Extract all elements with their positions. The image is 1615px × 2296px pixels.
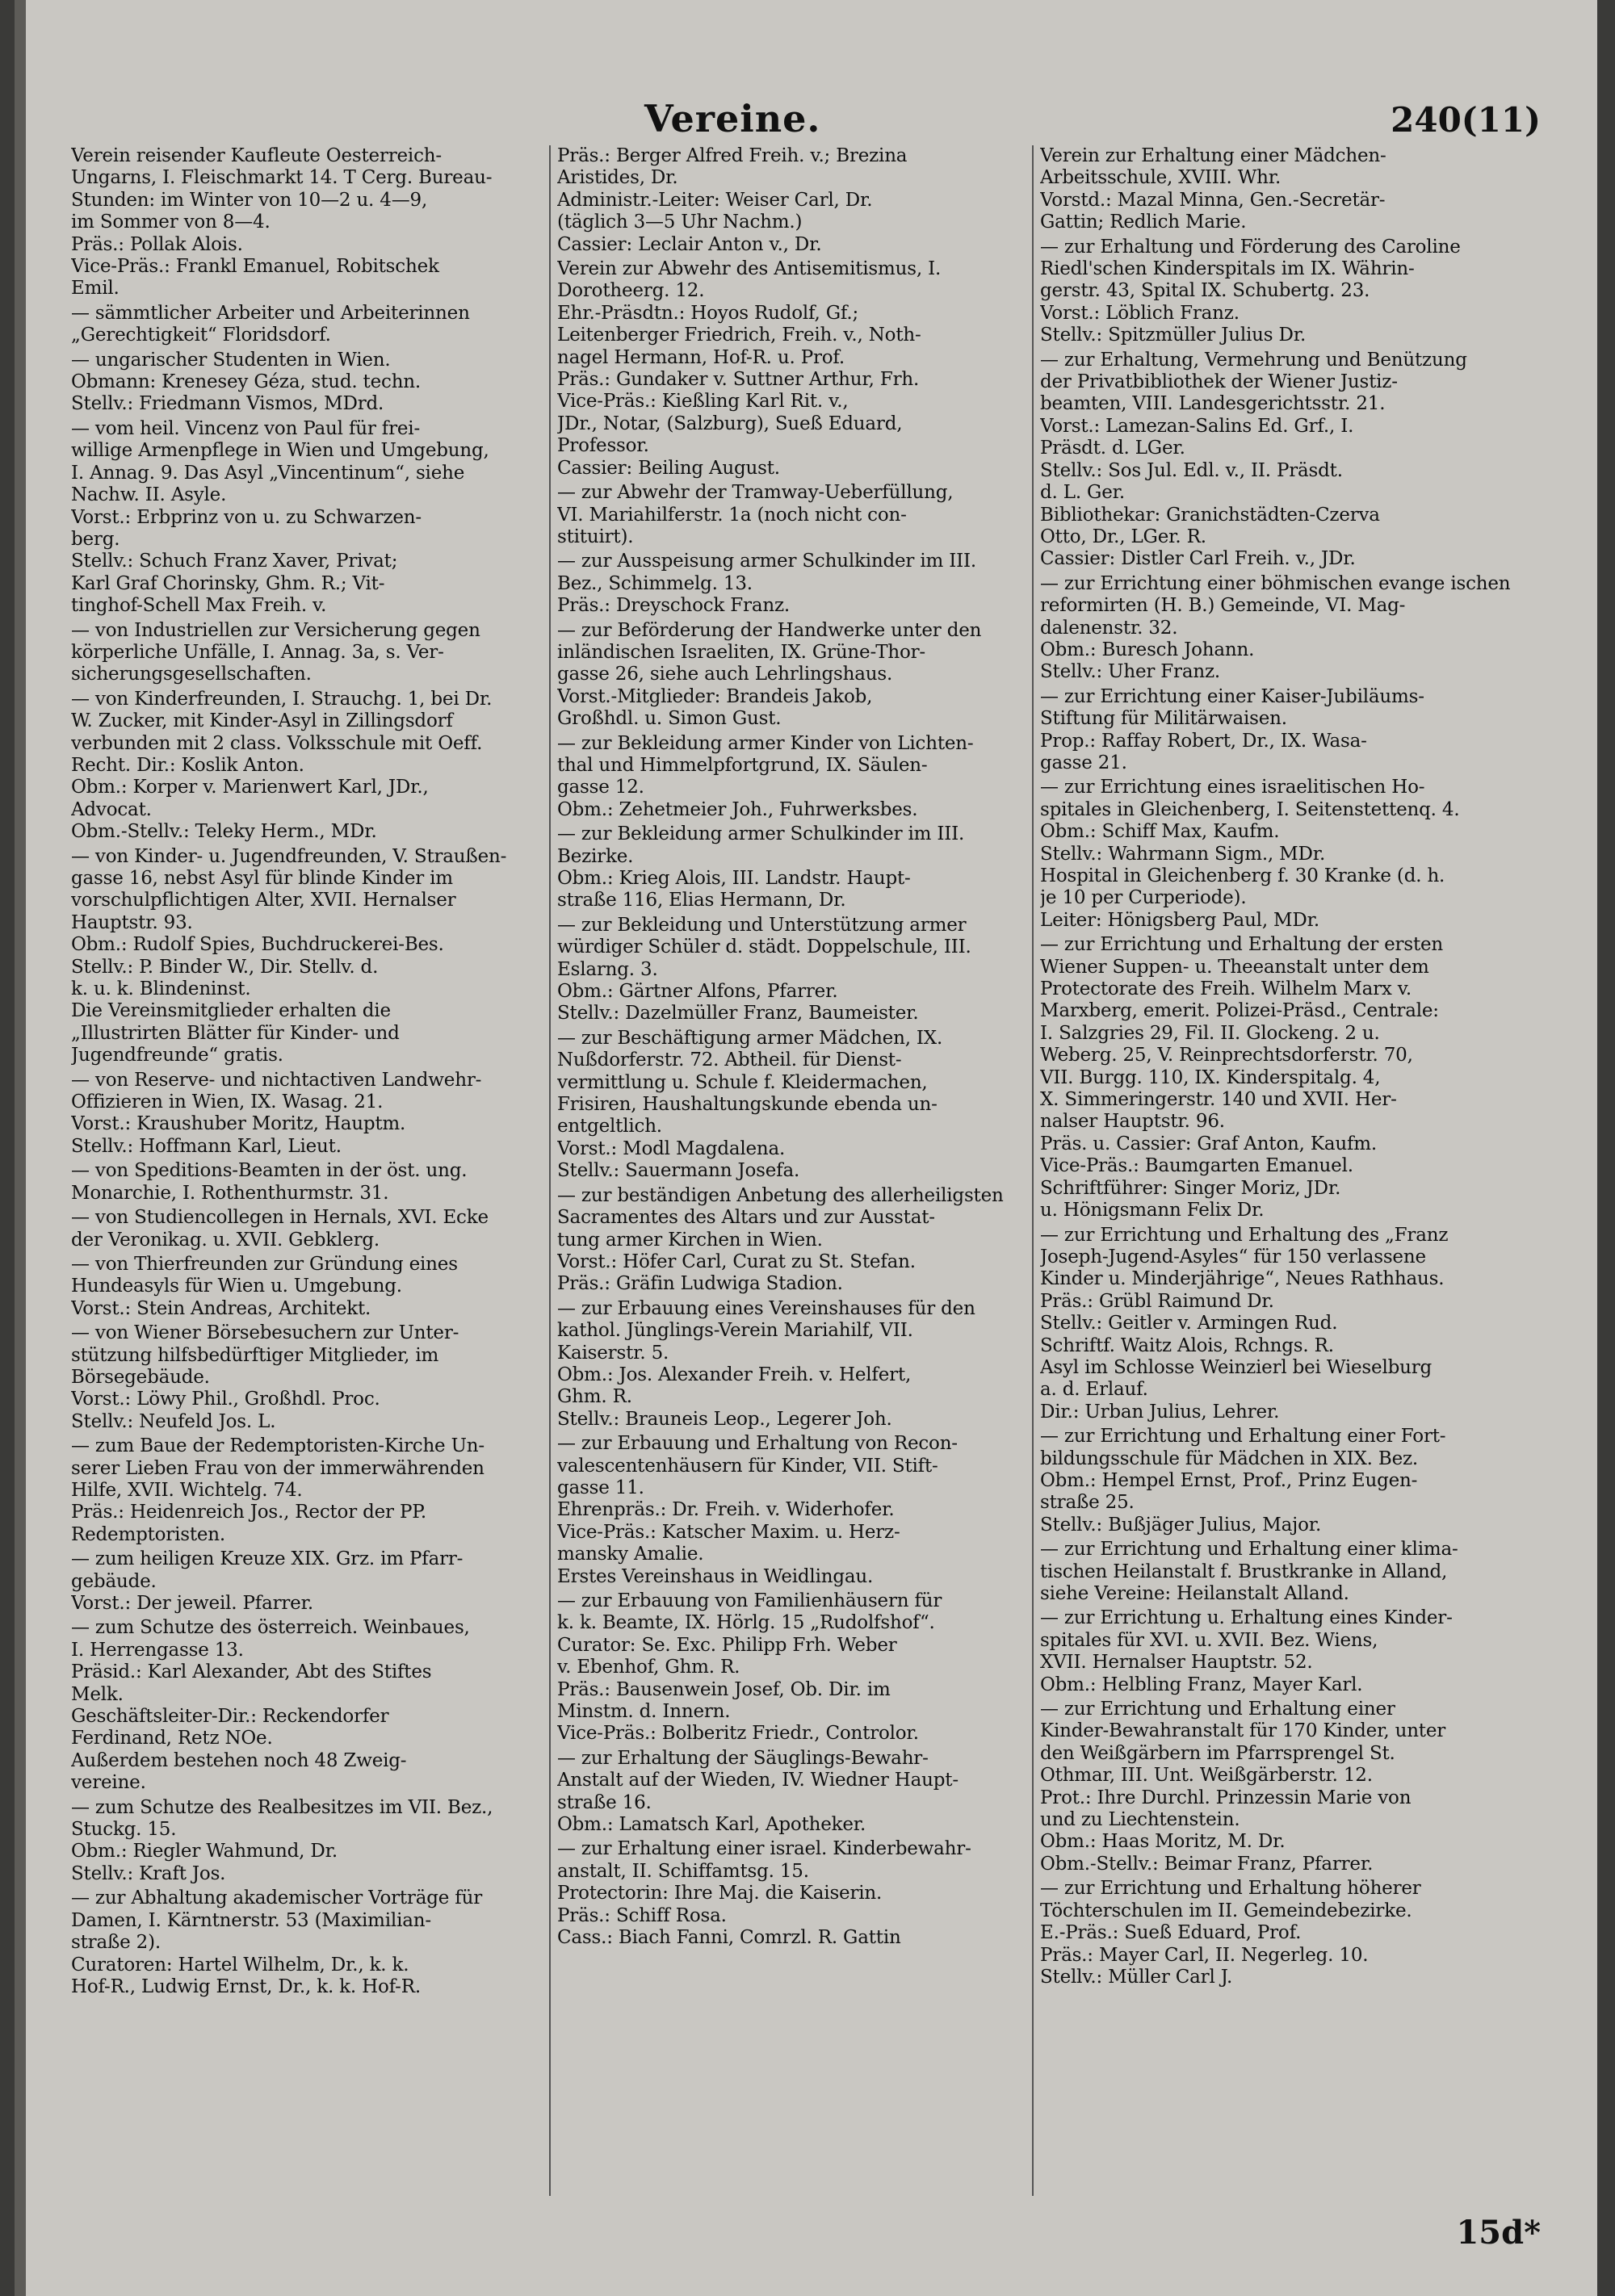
entry-line: Karl Graf Chorinsky, Ghm. R.; Vit-: [71, 572, 385, 594]
entry-line: VII. Burgg. 110, IX. Kinderspitalg. 4,: [1040, 1066, 1381, 1088]
entry-line: — vom heil. Vincenz von Paul für frei-: [71, 417, 421, 439]
entry-line: (täglich 3—5 Uhr Nachm.): [557, 212, 803, 233]
entry-line: — zur Errichtung einer Kaiser-Jubiläums-: [1040, 685, 1424, 707]
entry-line: — zum Baue der Redemptoristen-Kirche Un-: [71, 1435, 484, 1457]
entry-line: W. Zucker, mit Kinder-Asyl in Zillingsdorf: [71, 710, 453, 732]
entry-line: thal und Himmelpfortgrund, IX. Säulen-: [557, 754, 928, 776]
entry-line: Töchterschulen im II. Gemeindebezirke.: [1040, 1900, 1412, 1921]
entry-line: Cassier: Beiling August.: [557, 457, 780, 479]
entry-line: Bezirke.: [557, 845, 634, 867]
entry-line: Eslarng. 3.: [557, 958, 658, 980]
entry-line: vermittlung u. Schule f. Kleidermachen,: [557, 1071, 928, 1093]
entry-line: — zur Erbauung und Erhaltung von Recon-: [557, 1433, 958, 1455]
entry-line: d. L. Ger.: [1040, 482, 1126, 504]
entry-line: Hospital in Gleichenberg f. 30 Kranke (d. h.: [1040, 865, 1445, 886]
entry-line: Prot.: Ihre Durchl. Prinzessin Marie von: [1040, 1787, 1412, 1808]
entry-line: siehe Vereine: Heilanstalt Alland.: [1040, 1583, 1349, 1604]
entry-line: u. Hönigsmann Felix Dr.: [1040, 1200, 1265, 1221]
entry-line: Kaiserstr. 5.: [557, 1342, 669, 1364]
directory-entry: [557, 1433, 1034, 1588]
entry-line: Vice-Präs.: Baumgarten Emanuel.: [1040, 1155, 1353, 1177]
entry-line: Recht. Dir.: Koslik Anton.: [71, 754, 304, 776]
entry-line: — von Studiencollegen in Hernals, XVI. Ecke: [71, 1207, 489, 1229]
entry-line: — zur Errichtung einer böhmischen evange ischen: [1040, 572, 1511, 594]
directory-entry: [1040, 145, 1541, 234]
entry-line: Stellv.: Geitler v. Armingen Rud.: [1040, 1313, 1338, 1334]
entry-line: — zur beständigen Anbetung des allerheiligsten: [557, 1184, 1004, 1206]
entry-line: Präs.: Bausenwein Josef, Ob. Dir. im: [557, 1678, 891, 1700]
entry-line: JDr., Notar, (Salzburg), Sueß Eduard,: [557, 413, 903, 434]
entry-line: Redemptoristen.: [71, 1523, 226, 1545]
entry-line: tinghof-Schell Max Freih. v.: [71, 595, 327, 617]
printer-signature: 15d*: [1456, 2214, 1541, 2252]
entry-line: Ghm. R.: [557, 1386, 632, 1408]
entry-line: entgeltlich.: [557, 1116, 662, 1138]
entry-line: Monarchie, I. Rothenthurmstr. 31.: [71, 1182, 389, 1204]
entry-line: Vorst.: Erbprinz von u. zu Schwarzen-: [71, 506, 422, 528]
entry-line: — sämmtlicher Arbeiter und Arbeiterinnen: [71, 302, 470, 324]
directory-entry: [1040, 934, 1541, 1221]
entry-line: — zur Errichtung u. Erhaltung eines Kinder-: [1040, 1607, 1453, 1629]
directory-entry: [1040, 1539, 1541, 1605]
entry-line: je 10 per Curperiode).: [1040, 887, 1247, 909]
entry-line: Stellv.: Uher Franz.: [1040, 661, 1220, 683]
entry-line: Obm.: Haas Moritz, M. Dr.: [1040, 1831, 1286, 1853]
entry-line: im Sommer von 8—4.: [71, 212, 271, 233]
column-2: [557, 145, 1034, 2196]
directory-entry: [557, 258, 1034, 480]
directory-entry: [71, 689, 547, 844]
entry-line: — zur Erhaltung einer israel. Kinderbewahr-: [557, 1838, 971, 1860]
directory-entry: [71, 846, 547, 1067]
directory-entry: [71, 1160, 547, 1205]
entry-line: mansky Amalie.: [557, 1544, 704, 1565]
entry-line: tischen Heilanstalt f. Brustkranke in Alland,: [1040, 1561, 1448, 1582]
entry-line: — zur Errichtung und Erhaltung höherer: [1040, 1878, 1421, 1900]
entry-line: k. u. k. Blindeninst.: [71, 978, 251, 1000]
entry-line: Präs.: Gundaker v. Suttner Arthur, Frh.: [557, 369, 920, 391]
entry-line: spitales in Gleichenberg, I. Seitenstettenq. 4.: [1040, 798, 1460, 820]
directory-entry: [71, 145, 547, 300]
entry-line: Vorst.: Löwy Phil., Großhdl. Proc.: [71, 1389, 380, 1410]
entry-line: Obm.: Riegler Wahmund, Dr.: [71, 1841, 338, 1862]
directory-entry: [557, 482, 1034, 548]
directory-entry: [71, 1617, 547, 1794]
entry-line: E.-Präs.: Sueß Eduard, Prof.: [1040, 1922, 1302, 1944]
directory-entry: [557, 1748, 1034, 1837]
column-1: [71, 145, 547, 2196]
directory-entry: [557, 620, 1034, 731]
entry-line: Vorst.: Lamezan-Salins Ed. Grf., I.: [1040, 415, 1354, 437]
entry-line: Präs.: Berger Alfred Freih. v.; Brezina: [557, 145, 908, 166]
entry-line: Stellv.: Spitzmüller Julius Dr.: [1040, 325, 1307, 346]
directory-entry: [557, 145, 1034, 256]
entry-line: gasse 21.: [1040, 752, 1127, 773]
directory-entry: [557, 1298, 1034, 1431]
entry-line: dalenenstr. 32.: [1040, 617, 1178, 639]
entry-line: der Veronikag. u. XVII. Gebklerg.: [71, 1229, 380, 1251]
entry-line: Cass.: Biach Fanni, Comrzl. R. Gattin: [557, 1927, 901, 1949]
entry-line: X. Simmeringerstr. 140 und XVII. Her-: [1040, 1089, 1397, 1111]
directory-entry: [71, 1322, 547, 1433]
entry-line: Erstes Vereinshaus in Weidlingau.: [557, 1565, 874, 1587]
directory-entry: [557, 1590, 1034, 1745]
entry-line: — zur Erhaltung, Vermehrung und Benützung: [1040, 349, 1467, 371]
entry-line: Professor.: [557, 435, 649, 457]
entry-line: Ungarns, I. Fleischmarkt 14. T Cerg. Bureau-: [71, 167, 493, 189]
directory-entry: [71, 1548, 547, 1615]
entry-line: — von Kinder- u. Jugendfreunden, V. Straußen-: [71, 845, 507, 867]
entry-line: Stellv.: Friedmann Vismos, MDrd.: [71, 393, 384, 415]
entry-line: Präsid.: Karl Alexander, Abt des Stiftes: [71, 1661, 432, 1683]
entry-line: beamten, VIII. Landesgerichtsstr. 21.: [1040, 393, 1386, 415]
entry-line: Vorst.: Modl Magdalena.: [557, 1138, 786, 1159]
directory-entry: [1040, 777, 1541, 932]
directory-entry: [71, 1797, 547, 1886]
entry-line: — zur Abwehr der Tramway-Ueberfüllung,: [557, 482, 954, 504]
entry-line: Riedl'schen Kinderspitals im IX. Währin-: [1040, 258, 1415, 280]
entry-line: Vorstd.: Mazal Minna, Gen.-Secretär-: [1040, 189, 1386, 211]
entry-line: Othmar, III. Unt. Weißgärberstr. 12.: [1040, 1765, 1373, 1787]
entry-line: Obmann: Krenesey Géza, stud. techn.: [71, 371, 422, 393]
entry-line: Damen, I. Kärntnerstr. 53 (Maximilian-: [71, 1909, 431, 1931]
entry-line: Joseph-Jugend-Asyles“ für 150 verlassene: [1040, 1246, 1426, 1267]
entry-line: Präs.: Dreyschock Franz.: [557, 595, 790, 617]
entry-line: Obm.: Schiff Max, Kaufm.: [1040, 821, 1280, 843]
entry-line: I. Herrengasse 13.: [71, 1639, 244, 1661]
directory-entry: [557, 915, 1034, 1025]
entry-line: — von Reserve- und nichtactiven Landwehr-: [71, 1069, 482, 1091]
entry-line: — zur Erhaltung der Säuglings-Bewahr-: [557, 1747, 929, 1769]
entry-line: — zur Beschäftigung armer Mädchen, IX.: [557, 1027, 943, 1049]
entry-line: Leiter: Hönigsberg Paul, MDr.: [1040, 909, 1320, 931]
entry-line: — zum heiligen Kreuze XIX. Grz. im Pfarr-: [71, 1548, 464, 1570]
entry-line: Dir.: Urban Julius, Lehrer.: [1040, 1401, 1280, 1422]
entry-line: nalser Hauptstr. 96.: [1040, 1111, 1225, 1133]
entry-line: Sacramentes des Altars und zur Ausstat-: [557, 1207, 935, 1229]
entry-line: — zum Schutze des Realbesitzes im VII. Bez.,: [71, 1796, 493, 1818]
entry-line: Schriftf. Waitz Alois, Rchngs. R.: [1040, 1334, 1334, 1356]
entry-line: Verein reisender Kaufleute Oesterreich-: [71, 145, 442, 166]
entry-line: — von Speditions-Beamten in der öst. ung.: [71, 1160, 468, 1182]
entry-line: Melk.: [71, 1683, 124, 1705]
entry-line: Nußdorferstr. 72. Abtheil. für Dienst-: [557, 1050, 902, 1071]
entry-line: Wiener Suppen- u. Theeanstalt unter dem: [1040, 956, 1429, 978]
directory-entry: [71, 620, 547, 686]
page-number: 240(11): [1391, 100, 1541, 140]
entry-line: Ehrenpräs.: Dr. Freih. v. Widerhofer.: [557, 1499, 895, 1521]
entry-line: Stellv.: Kraft Jos.: [71, 1862, 226, 1884]
entry-line: Schriftführer: Singer Moriz, JDr.: [1040, 1177, 1341, 1199]
entry-line: kathol. Jünglings-Verein Mariahilf, VII.: [557, 1320, 913, 1342]
entry-line: Präs. u. Cassier: Graf Anton, Kaufm.: [1040, 1133, 1377, 1154]
entry-line: — zur Errichtung und Erhaltung der ersten: [1040, 934, 1444, 956]
entry-line: XVII. Hernalser Hauptstr. 52.: [1040, 1652, 1313, 1674]
entry-line: Vorst.: Löblich Franz.: [1040, 302, 1240, 324]
entry-line: spitales für XVI. u. XVII. Bez. Wiens,: [1040, 1629, 1378, 1651]
entry-line: v. Ebenhof, Ghm. R.: [557, 1657, 740, 1678]
entry-line: stituirt).: [557, 526, 634, 547]
entry-line: würdiger Schüler d. städt. Doppelschule, III.: [557, 936, 971, 958]
directory-entry: [71, 303, 547, 347]
entry-line: der Privatbibliothek der Wiener Justiz-: [1040, 371, 1398, 393]
entry-line: — zum Schutze des österreich. Weinbaues,: [71, 1617, 470, 1639]
entry-line: Hauptstr. 93.: [71, 911, 193, 933]
entry-line: Marxberg, emerit. Polizei-Präsd., Centrale:: [1040, 1000, 1439, 1022]
directory-entry: [557, 1838, 1034, 1949]
entry-line: Stellv.: Hoffmann Karl, Lieut.: [71, 1135, 342, 1157]
entry-line: I. Annag. 9. Das Asyl „Vincentinum“, siehe: [71, 462, 465, 484]
entry-line: Präs.: Mayer Carl, II. Negerleg. 10.: [1040, 1944, 1369, 1966]
entry-line: — zur Erbauung von Familienhäusern für: [557, 1590, 942, 1611]
entry-line: Aristides, Dr.: [557, 167, 678, 189]
entry-line: Präs.: Heidenreich Jos., Rector der PP.: [71, 1502, 426, 1523]
entry-line: tung armer Kirchen in Wien.: [557, 1229, 823, 1251]
entry-line: gasse 11.: [557, 1477, 644, 1498]
directory-entry: [1040, 237, 1541, 347]
entry-line: straße 25.: [1040, 1492, 1135, 1514]
directory-entry: [71, 1887, 547, 1998]
entry-line: Kinder u. Minderjährige“, Neues Rathhaus.: [1040, 1268, 1445, 1290]
entry-line: — zur Errichtung und Erhaltung einer Fort-: [1040, 1426, 1446, 1448]
entry-line: vorschulpflichtigen Alter, XVII. Hernalser: [71, 890, 456, 911]
directory-entry: [1040, 1225, 1541, 1424]
directory-entry: [557, 551, 1034, 617]
column-3: [1040, 145, 1541, 2196]
entry-line: anstalt, II. Schiffamtsg. 15.: [557, 1860, 809, 1882]
entry-line: Vice-Präs.: Frankl Emanuel, Robitschek: [71, 256, 439, 278]
entry-line: Obm.: Buresch Johann.: [1040, 639, 1255, 660]
entry-line: Obm.: Jos. Alexander Freih. v. Helfert,: [557, 1364, 912, 1385]
entry-line: — zur Ausspeisung armer Schulkinder im III.: [557, 551, 976, 572]
entry-line: — von Industriellen zur Versicherung gegen: [71, 619, 480, 641]
entry-line: berg.: [71, 528, 120, 550]
directory-entry: [1040, 1607, 1541, 1696]
entry-line: sicherungsgesellschaften.: [71, 664, 312, 685]
entry-line: — zur Errichtung und Erhaltung einer: [1040, 1699, 1395, 1720]
entry-line: — von Kinderfreunden, I. Strauchg. 1, bei Dr.: [71, 688, 493, 710]
directory-entry: [557, 823, 1034, 912]
entry-line: VI. Mariahilferstr. 1a (noch nicht con-: [557, 504, 907, 526]
entry-line: valescentenhäusern für Kinder, VII. Stift-: [557, 1455, 938, 1477]
entry-line: — zur Bekleidung und Unterstützung armer: [557, 914, 967, 936]
entry-line: — zur Beförderung der Handwerke unter den: [557, 619, 982, 641]
entry-line: Vorst.: Höfer Carl, Curat zu St. Stefan.: [557, 1251, 916, 1272]
entry-line: vereine.: [71, 1772, 146, 1794]
entry-line: gebäude.: [71, 1570, 157, 1592]
entry-line: Obm.: Zehetmeier Joh., Fuhrwerksbes.: [557, 798, 918, 820]
entry-line: Ferdinand, Retz NOe.: [71, 1728, 273, 1749]
entry-line: gasse 26, siehe auch Lehrlingshaus.: [557, 664, 893, 685]
entry-line: Curatoren: Hartel Wilhelm, Dr., k. k.: [71, 1954, 409, 1975]
entry-line: Leitenberger Friedrich, Freih. v., Noth-: [557, 325, 921, 346]
directory-entry: [557, 1185, 1034, 1296]
entry-line: Advocat.: [71, 798, 152, 820]
entry-line: Stiftung für Militärwaisen.: [1040, 708, 1287, 730]
entry-line: straße 16.: [557, 1791, 652, 1813]
entry-line: willige Armenpflege in Wien und Umgebung,: [71, 440, 489, 462]
entry-line: Präs.: Schiff Rosa.: [557, 1904, 727, 1926]
entry-line: Dorotheerg. 12.: [557, 280, 705, 302]
entry-line: — zur Bekleidung armer Kinder von Lichten-: [557, 732, 974, 754]
column-divider: [549, 145, 551, 2196]
entry-line: Obm.-Stellv.: Teleky Herm., MDr.: [71, 821, 377, 843]
entry-line: Obm.: Lamatsch Karl, Apotheker.: [557, 1814, 866, 1836]
entry-line: Prop.: Raffay Robert, Dr., IX. Wasa-: [1040, 730, 1367, 752]
entry-line: Börsegebäude.: [71, 1366, 210, 1388]
page-title: Vereine.: [644, 97, 821, 140]
entry-line: Die Vereinsmitglieder erhalten die: [71, 1000, 391, 1022]
entry-line: Frisiren, Haushaltungskunde ebenda un-: [557, 1094, 938, 1116]
entry-line: nagel Hermann, Hof-R. u. Prof.: [557, 346, 845, 368]
entry-line: Verein zur Abwehr des Antisemitismus, I.: [557, 258, 942, 280]
entry-line: Verein zur Erhaltung einer Mädchen-: [1040, 145, 1386, 166]
entry-line: Stellv.: Bußjäger Julius, Major.: [1040, 1514, 1322, 1536]
entry-line: Obm.-Stellv.: Beimar Franz, Pfarrer.: [1040, 1853, 1374, 1875]
entry-line: — zur Bekleidung armer Schulkinder im III.: [557, 823, 965, 845]
entry-line: körperliche Unfälle, I. Annag. 3a, s. Ver-: [71, 641, 444, 663]
entry-line: Bez., Schimmelg. 13.: [557, 572, 753, 594]
entry-line: gerstr. 43, Spital IX. Schubertg. 23.: [1040, 280, 1370, 302]
entry-line: Cassier: Distler Carl Freih. v., JDr.: [1040, 548, 1356, 570]
entry-line: Protectorin: Ihre Maj. die Kaiserin.: [557, 1883, 883, 1904]
entry-line: straße 116, Elias Hermann, Dr.: [557, 890, 846, 911]
entry-line: — zur Erbauung eines Vereinshauses für den: [557, 1297, 975, 1319]
entry-line: „Illustrirten Blätter für Kinder- und: [71, 1022, 400, 1044]
entry-line: Otto, Dr., LGer. R.: [1040, 526, 1206, 547]
entry-line: „Gerechtigkeit“ Floridsdorf.: [71, 325, 331, 346]
entry-line: Curator: Se. Exc. Philipp Frh. Weber: [557, 1634, 897, 1656]
entry-line: Stellv.: Müller Carl J.: [1040, 1966, 1233, 1988]
entry-line: Stellv.: Schuch Franz Xaver, Privat;: [71, 551, 398, 572]
entry-line: Großhdl. u. Simon Gust.: [557, 708, 782, 730]
entry-line: Vice-Präs.: Bolberitz Friedr., Controlor.: [557, 1723, 919, 1745]
entry-line: Hilfe, XVII. Wichtelg. 74.: [71, 1479, 303, 1501]
entry-line: Vice-Präs.: Katscher Maxim. u. Herz-: [557, 1521, 900, 1543]
entry-line: Obm.: Helbling Franz, Mayer Karl.: [1040, 1674, 1363, 1695]
entry-line: Präs.: Gräfin Ludwiga Stadion.: [557, 1273, 843, 1295]
entry-line: Bibliothekar: Granichstädten-Czerva: [1040, 504, 1380, 526]
entry-line: straße 2).: [71, 1932, 161, 1954]
entry-line: Emil.: [71, 278, 120, 300]
entry-line: — zur Errichtung eines israelitischen Ho-: [1040, 777, 1425, 798]
entry-line: Präsdt. d. LGer.: [1040, 438, 1185, 459]
directory-entry: [1040, 1878, 1541, 1988]
entry-line: gasse 16, nebst Asyl für blinde Kinder im: [71, 868, 453, 889]
directory-entry: [1040, 350, 1541, 571]
entry-line: — zur Errichtung und Erhaltung einer klima-: [1040, 1539, 1458, 1561]
directory-entry: [557, 1028, 1034, 1183]
entry-line: I. Salzgries 29, Fil. II. Glockeng. 2 u.: [1040, 1022, 1380, 1044]
directory-entry: [71, 1070, 547, 1158]
entry-line: verbunden mit 2 class. Volksschule mit Oeff.: [71, 732, 483, 754]
entry-line: Stellv.: Sauermann Josefa.: [557, 1160, 800, 1182]
entry-line: und zu Liechtenstein.: [1040, 1809, 1240, 1831]
entry-line: Nachw. II. Asyle.: [71, 484, 227, 506]
entry-line: Obm.: Krieg Alois, III. Landstr. Haupt-: [557, 868, 911, 889]
binding-edge: [15, 0, 26, 2296]
entry-line: Stellv.: Neufeld Jos. L.: [71, 1410, 276, 1432]
entry-line: Vorst.: Der jeweil. Pfarrer.: [71, 1593, 313, 1614]
entry-line: a. d. Erlauf.: [1040, 1379, 1148, 1401]
entry-line: Obm.: Hempel Ernst, Prof., Prinz Eugen-: [1040, 1469, 1418, 1491]
entry-line: Anstalt auf der Wieden, IV. Wiedner Haupt-: [557, 1770, 959, 1791]
entry-line: Außerdem bestehen noch 48 Zweig-: [71, 1749, 407, 1771]
entry-line: Obm.: Korper v. Marienwert Karl, JDr.,: [71, 777, 429, 798]
entry-line: — zur Erhaltung und Förderung des Caroline: [1040, 236, 1461, 258]
entry-line: Weberg. 25, V. Reinprechtsdorferstr. 70,: [1040, 1045, 1413, 1066]
entry-line: Präs.: Grübl Raimund Dr.: [1040, 1290, 1274, 1312]
page: [15, 0, 1597, 2296]
entry-line: k. k. Beamte, IX. Hörlg. 15 „Rudolfshof“.: [557, 1612, 935, 1634]
directory-entry: [71, 1207, 547, 1251]
entry-line: stützung hilfsbedürftiger Mitglieder, im: [71, 1344, 439, 1366]
entry-line: — von Thierfreunden zur Gründung eines: [71, 1253, 458, 1275]
directory-entry: [71, 418, 547, 618]
entry-line: Protectorate des Freih. Wilhelm Marx v.: [1040, 978, 1412, 1000]
directory-entry: [71, 350, 547, 416]
entry-line: — von Wiener Börsebesuchern zur Unter-: [71, 1322, 459, 1344]
entry-line: Vice-Präs.: Kießling Karl Rit. v.,: [557, 391, 849, 413]
entry-line: bildungsschule für Mädchen in XIX. Bez.: [1040, 1448, 1419, 1469]
entry-line: Arbeitsschule, XVIII. Whr.: [1040, 167, 1282, 189]
entry-line: Stellv.: Sos Jul. Edl. v., II. Präsdt.: [1040, 459, 1343, 481]
entry-line: Stuckg. 15.: [71, 1819, 177, 1841]
entry-line: serer Lieben Frau von der immerwährenden: [71, 1457, 484, 1479]
directory-entry: [557, 733, 1034, 822]
entry-line: Hundeasyls für Wien u. Umgebung.: [71, 1276, 402, 1297]
entry-line: Obm.: Rudolf Spies, Buchdruckerei-Bes.: [71, 934, 444, 956]
entry-line: Vorst.: Stein Andreas, Architekt.: [71, 1297, 371, 1319]
entry-line: Präs.: Pollak Alois.: [71, 233, 243, 255]
entry-line: Stellv.: Wahrmann Sigm., MDr.: [1040, 843, 1326, 865]
directory-entry: [71, 1254, 547, 1320]
directory-entry: [1040, 1699, 1541, 1875]
entry-line: — zur Abhaltung akademischer Vorträge für: [71, 1887, 482, 1909]
entry-line: Hof-R., Ludwig Ernst, Dr., k. k. Hof-R.: [71, 1975, 421, 1997]
entry-line: — zur Errichtung und Erhaltung des „Franz: [1040, 1224, 1449, 1246]
entry-line: gasse 12.: [557, 777, 644, 798]
entry-line: Administr.-Leiter: Weiser Carl, Dr.: [557, 189, 873, 211]
entry-line: — ungarischer Studenten in Wien.: [71, 349, 391, 371]
directory-entry: [1040, 686, 1541, 775]
entry-line: Gattin; Redlich Marie.: [1040, 212, 1247, 233]
entry-line: Minstm. d. Innern.: [557, 1701, 731, 1723]
entry-line: Cassier: Leclair Anton v., Dr.: [557, 233, 822, 255]
entry-line: Stunden: im Winter von 10—2 u. 4—9,: [71, 189, 428, 211]
entry-line: Stellv.: P. Binder W., Dir. Stellv. d.: [71, 956, 379, 978]
directory-entry: [71, 1435, 547, 1546]
entry-line: Vorst.-Mitglieder: Brandeis Jakob,: [557, 685, 873, 707]
entry-line: Stellv.: Brauneis Leop., Legerer Joh.: [557, 1408, 892, 1430]
directory-entry: [1040, 1426, 1541, 1536]
entry-line: Geschäftsleiter-Dir.: Reckendorfer: [71, 1706, 389, 1728]
entry-line: Vorst.: Kraushuber Moritz, Hauptm.: [71, 1113, 406, 1135]
entry-line: Jugendfreunde“ gratis.: [71, 1045, 283, 1066]
entry-line: Stellv.: Dazelmüller Franz, Baumeister.: [557, 1003, 919, 1024]
entry-line: Ehr.-Präsdtn.: Hoyos Rudolf, Gf.;: [557, 302, 859, 324]
entry-line: reformirten (H. B.) Gemeinde, VI. Mag-: [1040, 595, 1406, 617]
entry-line: Offizieren in Wien, IX. Wasag. 21.: [71, 1091, 384, 1113]
entry-line: Obm.: Gärtner Alfons, Pfarrer.: [557, 981, 838, 1003]
entry-line: Kinder-Bewahranstalt für 170 Kinder, unter: [1040, 1720, 1446, 1742]
entry-line: den Weißgärbern im Pfarrsprengel St.: [1040, 1742, 1395, 1764]
directory-entry: [1040, 573, 1541, 684]
entry-line: Asyl im Schlosse Weinzierl bei Wieselburg: [1040, 1356, 1433, 1378]
entry-line: inländischen Israeliten, IX. Grüne-Thor-: [557, 641, 925, 663]
